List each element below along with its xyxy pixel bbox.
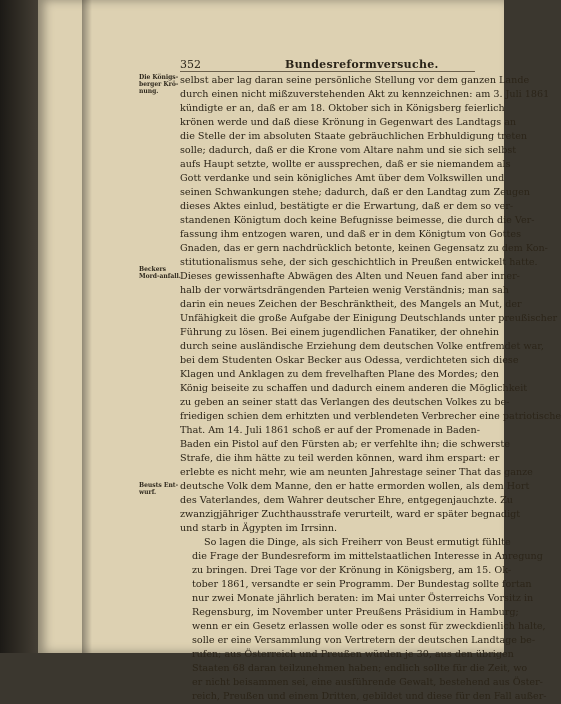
text-line: er nicht beisammen sei, eine ausführende Gewalt, bestehend aus Öster- [192, 677, 543, 688]
text-line: Klagen und Anklagen zu dem frevelhaften Plane des Mordes; den [180, 369, 499, 380]
running-title: Bundesreformversuche. [285, 58, 439, 71]
page-header [180, 58, 480, 72]
text-line: bei dem Studenten Oskar Becker aus Odessa, verdichteten sich diese [180, 355, 519, 366]
page-edge-shadow [82, 0, 92, 653]
text-line: friedigen schien dem erhitzten und verblendeten Verbrecher eine patriotische [180, 411, 561, 422]
paragraph [180, 536, 547, 704]
text-line: Dieses gewissenhafte Abwägen des Alten und Neuen fand aber inner- [180, 271, 520, 282]
sidenote-beust: Beusts Ent-wurf. [139, 482, 179, 496]
text-line: tober 1861, versandte er sein Programm. Der Bundestag sollte fortan [192, 579, 532, 590]
text-line: Führung zu lösen. Bei einem jugendlichen Fanatiker, der ohnehin [180, 327, 499, 338]
sidenote-koenigsberg: Die Königs-berger Krö-nung. [139, 74, 179, 95]
text-line: rufen; aus Österreich und Preußen würden je 30, aus den übrigen [192, 649, 514, 660]
text-line: zu bringen. Drei Tage vor der Krönung in Königsberg, am 15. Ok- [192, 565, 512, 576]
text-line: kündigte er an, daß er am 18. Oktober sich in Königsberg feierlich [180, 103, 505, 114]
text-line: Baden ein Pistol auf den Fürsten ab; er verfehlte ihn; die schwerste [180, 439, 510, 450]
text-line: die Stelle der im absoluten Staate gebräuchlichen Erbhuldigung treten [180, 131, 528, 142]
text-line: halb der vorwärtsdrängenden Parteien wenig Verständnis; man sah [180, 285, 509, 296]
text-line: des Vaterlandes, dem Wahrer deutscher Ehre, entgegenjauchzte. Zu [180, 495, 513, 506]
text-line: krönen werde und daß diese Krönung in Gegenwart des Landtags an [180, 117, 517, 128]
text-line: durch einen nicht mißzuverstehenden Akt zu kennzeichnen: am 3. Juli 1861 [180, 89, 550, 100]
text-line: aufs Haupt setzte, wollte er aussprechen, daß er sie niemandem als [180, 159, 511, 170]
text-line: wenn er ein Gesetz erlassen wolle oder es sonst für zweckdienlich halte, [192, 621, 546, 632]
text-line: standenen Königtum doch keine Befugnisse beimesse, die durch die Ver- [180, 215, 535, 226]
text-line: zwanzigjähriger Zuchthausstrafe verurteilt, ward er später begnadigt [180, 509, 521, 520]
text-line: erlebte es nicht mehr, wie am neunten Jahrestage seiner That das ganze [180, 467, 533, 478]
sidenote-becker: Beckers Mord-anfall. [139, 266, 181, 280]
text-line: Unfähigkeit die große Aufgabe der Einigung Deutschlands unter preußischer [180, 313, 558, 324]
header-rule [180, 71, 475, 72]
text-line: und starb in Ägypten im Irrsinn. [180, 523, 338, 534]
text-line: deutsche Volk dem Manne, den er hatte ermorden wollen, als dem Hort [180, 481, 530, 492]
text-line: zu geben an seiner statt das Verlangen des deutschen Volkes zu be- [180, 397, 510, 408]
text-line: That. Am 14. Juli 1861 schoß er auf der Promenade in Baden- [180, 425, 480, 436]
text-line: nur zwei Monate jährlich beraten: im Mai unter Österreichs Vorsitz in [192, 593, 534, 604]
text-line: die Frage der Bundesreform im mittelstaatlichen Interesse in Anregung [192, 551, 543, 562]
text-line: Gnaden, das er gern nachdrücklich betonte, keinen Gegensatz zu dem Kon- [180, 243, 548, 254]
text-line: So lagen die Dinge, als sich Freiherr von Beust ermutigt fühlte [204, 537, 511, 548]
text-line: Gott verdanke und sein königliches Amt über dem Volkswillen und [180, 173, 505, 184]
text-line: reich, Preußen und einem Dritten, gebildet und diese für den Fall außer- [192, 691, 547, 702]
text-line: Strafe, die ihm hätte zu teil werden können, ward ihm erspart: er [180, 453, 500, 464]
text-line: darin ein neues Zeichen der Beschränktheit, des Mangels an Mut, der [180, 299, 522, 310]
text-line: durch seine ausländische Erziehung dem deutschen Volke entfremdet war, [180, 341, 544, 352]
text-line: seinen Schwankungen stehe; dadurch, daß er den Landtag zum Zeugen [180, 187, 530, 198]
paragraph [180, 74, 561, 536]
text-line: König beiseite zu schaffen und dadurch einem anderen die Möglichkeit [180, 383, 528, 394]
text-line: stitutionalismus sehe, der sich geschichtlich in Preußen entwickelt hatte. [180, 257, 538, 268]
text-line: solle er eine Versammlung von Vertretern der deutschen Landtage be- [192, 635, 536, 646]
text-line: dieses Aktes einlud, bestätigte er die Erwartung, daß er dem so ver- [180, 201, 514, 212]
text-line: Regensburg, im November unter Preußens Präsidium in Hamburg; [192, 607, 519, 618]
text-line: solle; dadurch, daß er die Krone vom Altare nahm und sie sich selbst [180, 145, 517, 156]
text-line: Staaten 68 daran teilzunehmen haben; endlich sollte für die Zeit, wo [192, 663, 528, 674]
page-number: 352 [180, 58, 201, 71]
text-line: fassung ihm entzogen waren, und daß er in dem Königtum von Gottes [180, 229, 521, 240]
text-line: selbst aber lag daran seine persönliche Stellung vor dem ganzen Lande [180, 75, 530, 86]
body-text [180, 74, 561, 704]
